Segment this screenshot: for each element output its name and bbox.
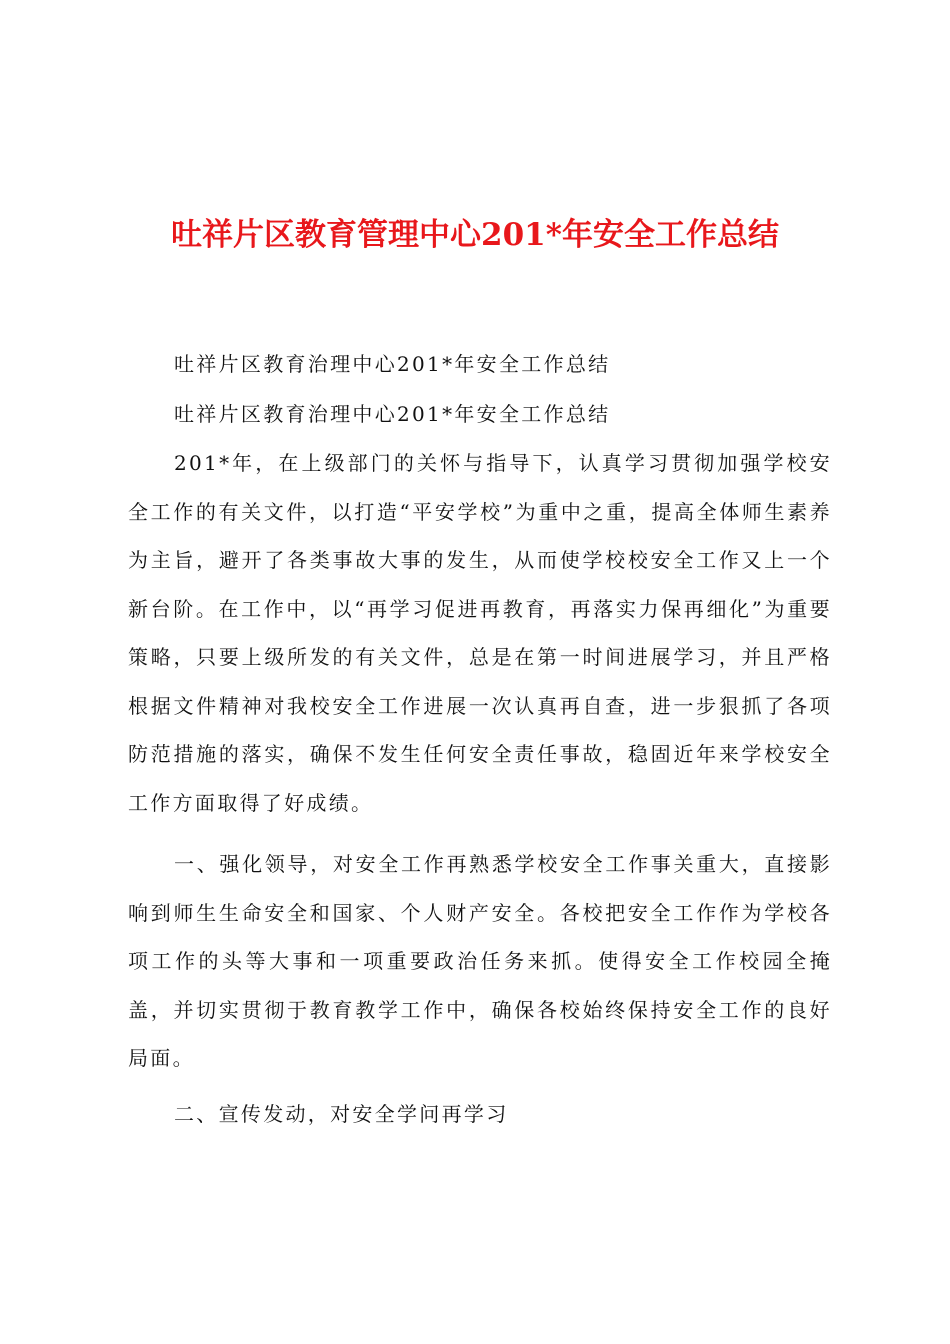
- document-title: 吐祥片区教育管理中心201*年安全工作总结: [171, 217, 779, 253]
- subtitle-line: 吐祥片区教育治理中心201*年安全工作总结: [174, 352, 611, 376]
- paragraph-section-1: [128, 840, 832, 1083]
- document-subtitle-repeat: [128, 390, 832, 439]
- subtitle-line: 吐祥片区教育治理中心201*年安全工作总结: [174, 402, 611, 426]
- paragraph-text: 201*年，在上级部门的关怀与指导下，认真学习贯彻加强学校安全工作的有关文件，以打造“平安学校”为重中之重，提高全体师生素养为主旨，避开了各类事故大事的发生，从而使学校校安全工作又上一个新台阶。在工作中，以“再学习促进再教育，再落实力保再细化”为重要策略，只要上级所发的有关文件，总是在第一时间进展学习，并且严格根据文件精神对我校安全工作进展一次认真再自查，进一步狠抓了各项防范措施的落实，确保不发生任何安全责任事故，稳固近年来学校安全工作方面取得了好成绩。: [128, 451, 832, 815]
- paragraph-section-2: [128, 1090, 832, 1139]
- paragraph-text: 一、强化领导，对安全工作再熟悉学校安全工作事关重大，直接影响到师生生命安全和国家、个人财产安全。各校把安全工作作为学校各项工作的头等大事和一项重要政治任务来抓。使得安全工作校园全掩盖，并切实贯彻于教育教学工作中，确保各校始终保持安全工作的良好局面。: [128, 852, 832, 1070]
- paragraph-intro: [128, 439, 832, 827]
- document-subtitle: [128, 340, 832, 389]
- paragraph-text: 二、宣传发动，对安全学问再学习: [174, 1102, 509, 1126]
